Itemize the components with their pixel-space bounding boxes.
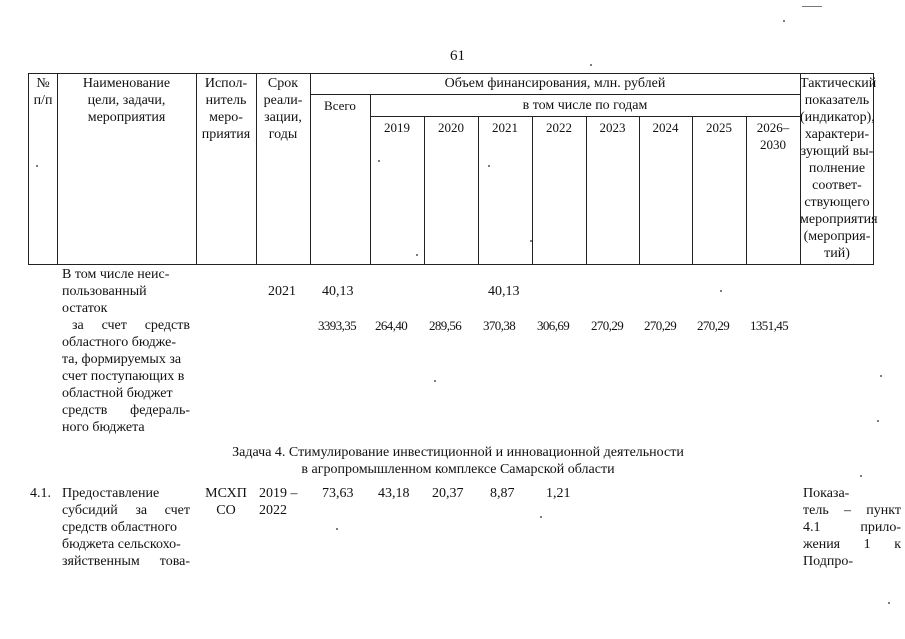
header-year-2022: 2022: [546, 120, 572, 135]
row-41-indicator-line: Показа-: [803, 486, 850, 501]
row-regional-name-line: средств федераль-: [62, 403, 190, 418]
header-year-2019: 2019: [384, 120, 410, 135]
header-executor: Испол- нитель меро- приятия: [201, 76, 251, 142]
row-regional-2026-2030: 1351,45: [750, 318, 789, 333]
row-41-indicator-line: жения 1 к: [803, 537, 901, 552]
row-41-num: 4.1.: [30, 486, 51, 501]
header-by-years: в том числе по годам: [522, 98, 648, 113]
header-year-2020: 2020: [438, 120, 464, 135]
row-41-name-line: Предоставление: [62, 486, 160, 501]
row-regional-2025: 270,29: [697, 318, 730, 333]
row-41-name-line: средств областного: [62, 520, 178, 535]
row-regional-2020: 289,56: [429, 318, 462, 333]
row-41-2020: 20,37: [432, 486, 464, 501]
row-unused-name-line: остаток: [62, 301, 108, 316]
row-unused-name-line: В том числе неис-: [62, 267, 170, 282]
row-regional-name-line: счет поступающих в: [62, 369, 185, 384]
row-41-total: 73,63: [322, 486, 354, 501]
header-year-2023: 2023: [599, 120, 626, 135]
row-41-term: 2019 – 2022: [259, 486, 298, 518]
row-41-executor: МСХП СО: [205, 486, 247, 518]
row-unused-total: 40,13: [322, 284, 354, 299]
row-regional-name-line: та, формируемых за: [62, 352, 182, 367]
row-regional-2024: 270,29: [644, 318, 677, 333]
header-finance-title: Объем финансирования, млн. рублей: [444, 76, 666, 91]
row-regional-total: 3393,35: [318, 318, 357, 333]
row-regional-2022: 306,69: [537, 318, 570, 333]
row-regional-name-line: областной бюджет: [62, 386, 173, 401]
row-unused-name-line: пользованный: [62, 284, 147, 299]
row-regional-name-line: ного бюджета: [62, 420, 145, 435]
row-41-indicator-line: 4.1 прило-: [803, 520, 901, 535]
page-number: 61: [450, 48, 465, 64]
header-year-2024: 2024: [652, 120, 679, 135]
header-name: Наименование цели, задачи, мероприятия: [82, 76, 171, 125]
row-41-name-line: субсидий за счет: [62, 503, 190, 518]
row-41-indicator-line: Подпро-: [803, 554, 853, 569]
row-regional-name-line: областного бюдже-: [62, 335, 177, 350]
row-41-name-line: зяйственным това-: [62, 554, 190, 569]
row-41-2019: 43,18: [378, 486, 410, 501]
header-indicator: Тактический показатель (индикатор), характери- зующий вы- полнение соответ- ствующего мероприятия (мероприя- тий): [800, 76, 878, 261]
header-num: № п/п: [33, 76, 53, 108]
row-41-2022: 1,21: [546, 486, 571, 501]
row-41-indicator-line: тель – пункт: [803, 503, 901, 518]
header-total: Всего: [324, 98, 356, 113]
row-regional-2021: 370,38: [483, 318, 516, 333]
header-year-2025: 2025: [706, 120, 732, 135]
row-unused-2021: 40,13: [488, 284, 520, 299]
header-term: Срок реали- зации, годы: [263, 76, 303, 142]
row-unused-term: 2021: [268, 284, 296, 299]
header-year-2021: 2021: [492, 120, 518, 135]
scan-mark: [802, 6, 822, 7]
row-regional-name-line: за счет средств: [72, 318, 190, 333]
header-year-2026-2030: 2026– 2030: [756, 120, 790, 152]
row-41-name-line: бюджета сельскохо-: [62, 537, 181, 552]
row-41-2021: 8,87: [490, 486, 515, 501]
row-regional-2023: 270,29: [591, 318, 624, 333]
row-regional-2019: 264,40: [375, 318, 408, 333]
task-4-heading: Задача 4. Стимулирование инвестиционной и инновационной деятельности в агропромышленном комплексе Самарской области: [232, 445, 684, 477]
